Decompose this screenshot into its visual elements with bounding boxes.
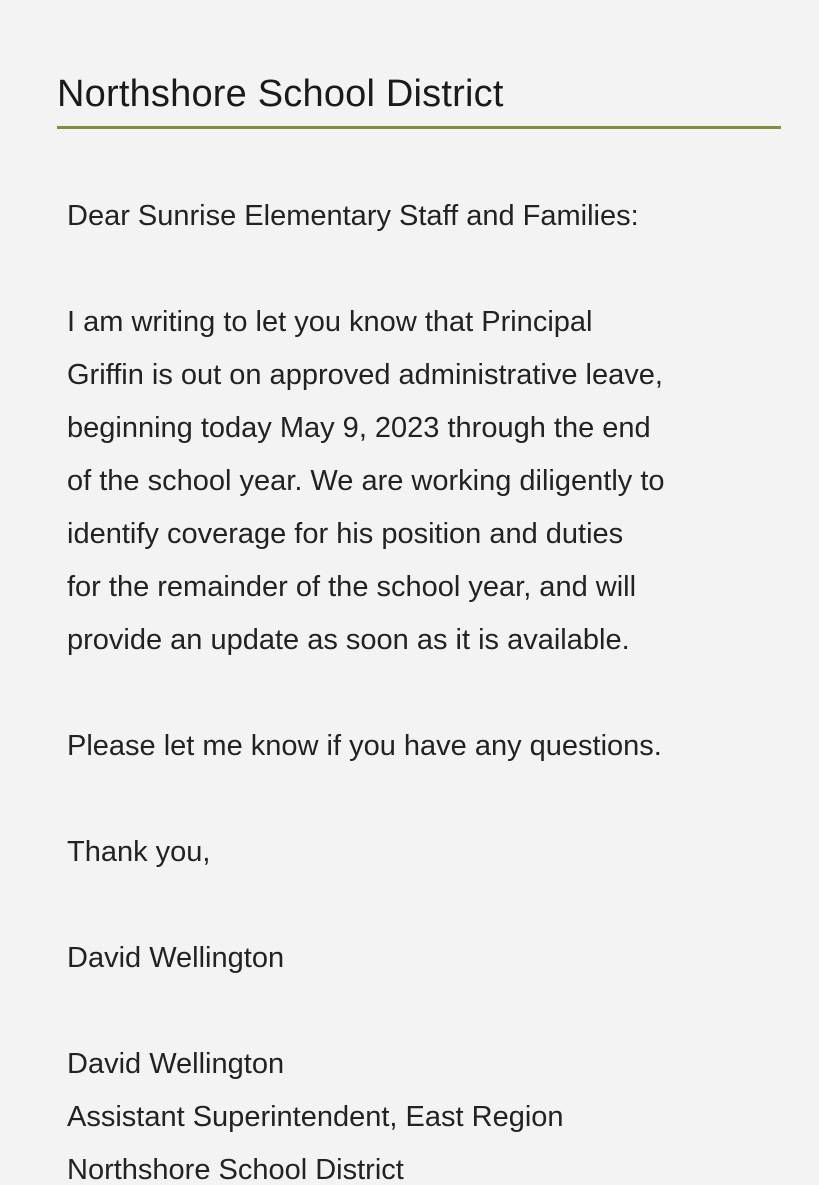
questions-line: Please let me know if you have any questions.: [67, 730, 662, 762]
paragraph-line: Griffin is out on approved administrative leave,: [67, 359, 663, 391]
paragraph-line: provide an update as soon as it is available.: [67, 624, 630, 656]
paragraph-line: identify coverage for his position and duties: [67, 518, 624, 550]
paragraph-line: for the remainder of the school year, and will: [67, 571, 637, 603]
paragraph-line: I am writing to let you know that Principal: [67, 306, 593, 338]
paragraph-line: of the school year. We are working diligently to: [67, 465, 665, 497]
header-divider: [57, 126, 781, 129]
district-title: Northshore School District: [57, 73, 504, 115]
closing: Thank you,: [67, 836, 211, 868]
paragraph-line: beginning today May 9, 2023 through the end: [67, 412, 651, 444]
greeting: Dear Sunrise Elementary Staff and Families:: [67, 200, 639, 232]
signature-block-title: Assistant Superintendent, East Region: [67, 1101, 564, 1133]
letter-body: [67, 190, 807, 1185]
signature-name: David Wellington: [67, 942, 285, 974]
letterhead: [57, 70, 781, 129]
signature-block: [67, 1038, 807, 1185]
main-paragraph: [67, 296, 807, 667]
signature-block-name: David Wellington: [67, 1048, 285, 1080]
signature-block-organization: Northshore School District: [67, 1154, 404, 1185]
